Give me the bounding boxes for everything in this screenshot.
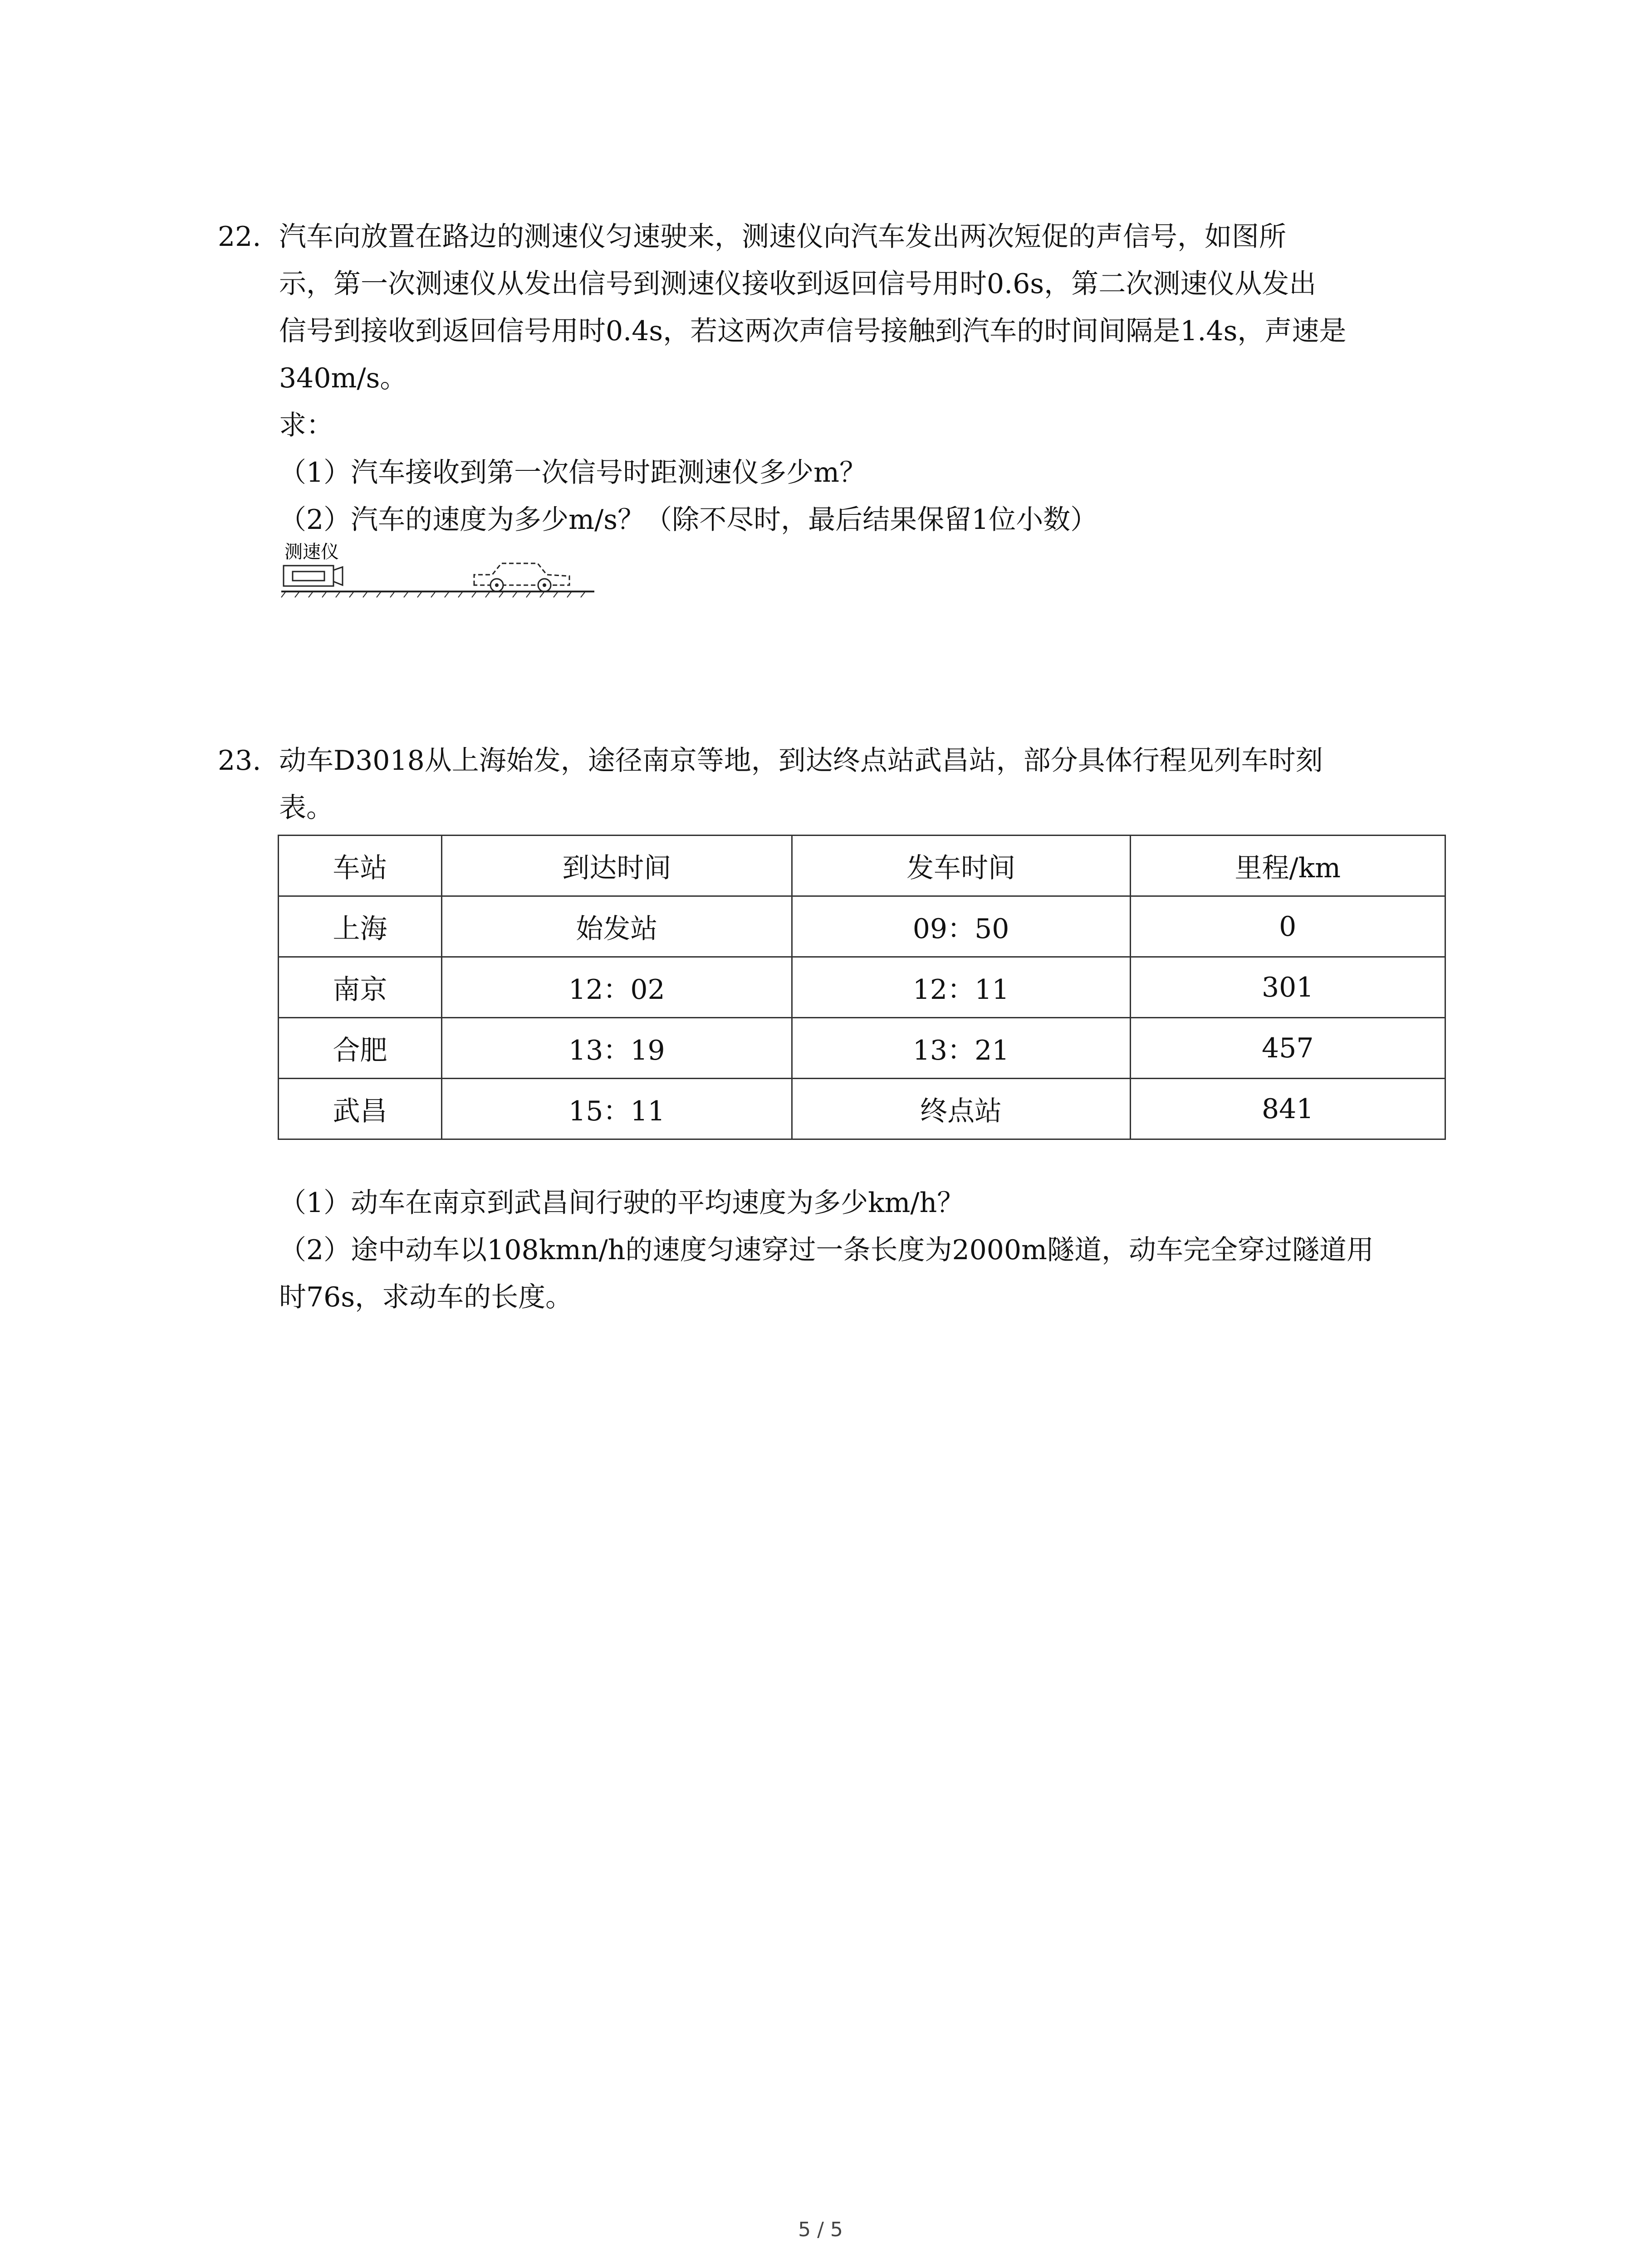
table-cell: 上海: [279, 896, 442, 957]
question-22-sub-2: （2）汽车的速度为多少m/s？（除不尽时，最后结果保留1位小数）: [279, 504, 1098, 536]
table-row: [279, 1018, 1445, 1079]
question-23-line-2: 表。: [279, 792, 333, 824]
question-23-sub-2-line-2: 时76s，求动车的长度。: [279, 1281, 573, 1313]
question-number: 22.: [218, 221, 261, 253]
table-row: [279, 957, 1445, 1018]
table-cell: 终点站: [792, 1079, 1130, 1139]
table-header: 到达时间: [442, 836, 792, 896]
page-number: 5 / 5: [798, 2218, 843, 2241]
table-cell: 始发站: [442, 896, 792, 957]
question-23-sub-2-line-1: （2）途中动车以108kmn/h的速度匀速穿过一条长度为2000m隧道，动车完全穿过隧道用: [279, 1234, 1374, 1266]
table-cell: 12：02: [442, 957, 792, 1018]
table-cell: 13：19: [442, 1018, 792, 1079]
question-22-line-2: 示，第一次测速仪从发出信号到测速仪接收到返回信号用时0.6s，第二次测速仪从发出: [279, 268, 1317, 300]
question-22: [218, 213, 1443, 543]
question-23-subquestions: [279, 1179, 1468, 1321]
train-timetable: [278, 835, 1446, 1140]
table-cell: 0: [1130, 896, 1445, 957]
speed-meter-icon: [284, 566, 343, 586]
table-cell: 841: [1130, 1079, 1445, 1139]
table-cell: 457: [1130, 1018, 1445, 1079]
table-row: [279, 896, 1445, 957]
table-cell: 301: [1130, 957, 1445, 1018]
speed-meter-label: 测速仪: [284, 542, 339, 562]
table-cell: 15：11: [442, 1079, 792, 1139]
question-22-line-3: 信号到接收到返回信号用时0.4s，若这两次声信号接触到汽车的时间间隔是1.4s，声速是: [279, 315, 1347, 347]
question-22-line-4: 340m/s。: [279, 362, 407, 394]
table-row: [279, 1079, 1445, 1139]
table-header: 里程/km: [1130, 836, 1445, 896]
car-icon: [474, 563, 569, 591]
question-22-sub-1: （1）汽车接收到第一次信号时距测速仪多少m？: [279, 457, 867, 489]
question-23-sub-1: （1）动车在南京到武昌间行驶的平均速度为多少km/h？: [279, 1187, 965, 1219]
question-22-line-5: 求：: [279, 410, 333, 441]
table-cell: 12：11: [792, 957, 1130, 1018]
speed-meter-diagram: [279, 536, 597, 609]
question-number: 23.: [218, 745, 261, 777]
table-cell: 武昌: [279, 1079, 442, 1139]
question-23-line-1: 23. 动车D3018从上海始发，途径南京等地，到达终点站武昌站，部分具体行程见列车时刻: [218, 737, 1443, 784]
table-cell: 南京: [279, 957, 442, 1018]
table-cell: 13：21: [792, 1018, 1130, 1079]
table-cell: 合肥: [279, 1018, 442, 1079]
road-ground: [281, 591, 594, 597]
table-header-row: [279, 836, 1445, 896]
table-header: 发车时间: [792, 836, 1130, 896]
question-22-line-1: 22. 汽车向放置在路边的测速仪匀速驶来，测速仪向汽车发出两次短促的声信号，如图所: [218, 213, 1443, 260]
table-cell: 09：50: [792, 896, 1130, 957]
table-header: 车站: [279, 836, 442, 896]
question-23: [218, 737, 1443, 831]
